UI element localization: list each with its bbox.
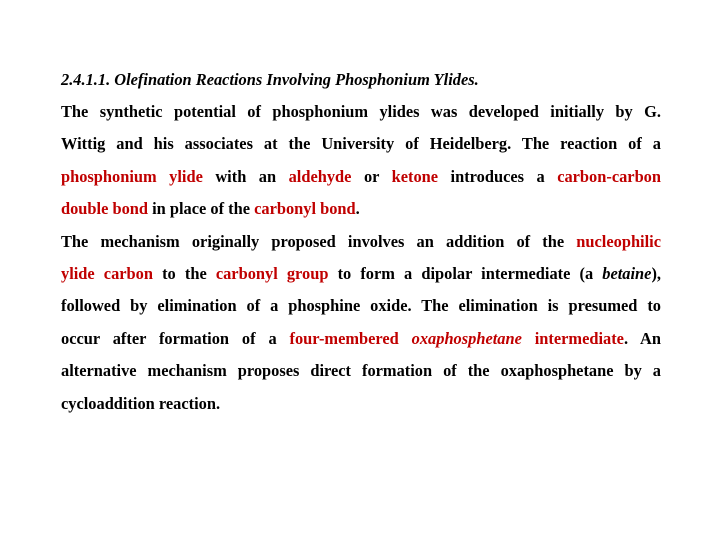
paragraph-line	[61, 226, 661, 258]
paragraph-line	[61, 193, 661, 225]
text-run: The mechanism originally proposed involves an addition of the	[61, 231, 577, 251]
text-run: .	[355, 199, 360, 219]
paragraph-line: The synthetic potential of phosphonium ylides was developed initially by G.	[61, 102, 661, 121]
text-run: occur after formation of a	[61, 328, 290, 348]
term-phosphonium-ylide: phosphonium ylide	[61, 166, 203, 186]
paragraph-line	[61, 323, 661, 355]
paragraph-mechanism	[61, 226, 661, 420]
term-ketone: ketone	[391, 166, 439, 186]
term-betaine: betaine	[602, 263, 652, 283]
term-aldehyde: aldehyde	[288, 166, 352, 186]
paragraph-line	[61, 258, 661, 290]
paragraph-line: Wittig and his associates at the University of Heidelberg. The reaction of a	[61, 134, 661, 154]
term-double-bond: double bond	[61, 199, 149, 219]
section-heading: 2.4.1.1. Olefination Reactions Involving Phosphonium Ylides.	[61, 70, 479, 89]
text-run: or	[351, 166, 392, 186]
term-oxaphosphetane: oxaphosphetane	[411, 328, 522, 348]
text-run: introduces a	[438, 166, 558, 186]
text-run: ),	[651, 263, 661, 283]
slide-content	[61, 64, 661, 420]
term-nucleophilic: nucleophilic	[576, 231, 661, 251]
text-run: with an	[202, 166, 289, 186]
text-run	[399, 329, 412, 348]
paragraph-line: followed by elimination of a phosphine oxide. The elimination is presumed to	[61, 296, 661, 316]
text-run	[522, 329, 535, 348]
term-intermediate: intermediate	[534, 328, 624, 348]
term-ylide-carbon: ylide carbon	[61, 263, 153, 283]
paragraph-line	[61, 161, 661, 193]
paragraph-line: alternative mechanism proposes direct formation of the oxaphosphetane by a	[61, 361, 661, 381]
term-carbonyl-group: carbonyl group	[215, 263, 329, 283]
term-carbonyl-bond: carbonyl bond	[254, 199, 356, 219]
term-carbon-carbon: carbon-carbon	[557, 166, 661, 186]
paragraph-line: cycloaddition reaction.	[61, 393, 221, 413]
text-run: . An	[623, 328, 661, 348]
text-run: in place of the	[148, 199, 255, 219]
text-run: to the	[152, 263, 216, 283]
text-run: to form a dipolar intermediate (a	[328, 263, 603, 283]
term-four-membered: four-membered	[289, 328, 399, 348]
paragraph-wittig-intro	[61, 96, 661, 226]
